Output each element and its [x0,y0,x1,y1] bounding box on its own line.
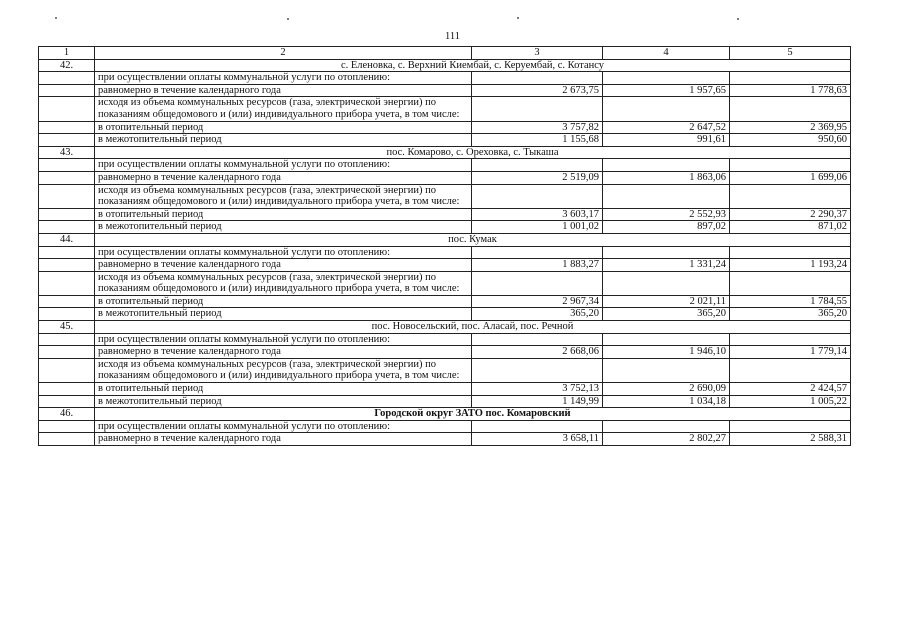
table-row [39,333,851,346]
section-number: 45. [39,321,95,334]
row-description: в межотопительный период [95,308,472,321]
value-col-5 [730,159,851,172]
value-col-4 [603,97,730,121]
value-col-4: 2 647,52 [603,121,730,134]
section-title: Городской округ ЗАТО пос. Комаровский [95,408,851,421]
value-col-3: 365,20 [472,308,603,321]
value-col-5: 2 588,31 [730,433,851,446]
value-col-5 [730,333,851,346]
value-col-3 [472,72,603,85]
header-col-2: 2 [95,47,472,60]
table-row [39,221,851,234]
table-row [39,395,851,408]
table-row [39,184,851,208]
value-col-3: 3 658,11 [472,433,603,446]
table-row [39,159,851,172]
table-row [39,383,851,396]
section-number: 44. [39,233,95,246]
value-col-4 [603,246,730,259]
value-col-3: 3 603,17 [472,208,603,221]
row-number-cell [39,159,95,172]
row-description: исходя из объема коммунальных ресурсов (газа, электрической энергии) по показаниям общедомового и (или) индивидуального прибора учета, в том числе: [95,271,472,295]
row-description: при осуществлении оплаты коммунальной услуги по отоплению: [95,333,472,346]
value-col-3: 2 967,34 [472,295,603,308]
row-number-cell [39,84,95,97]
section-title: пос. Комарово, с. Ореховка, с. Тыкаша [95,146,851,159]
row-description: исходя из объема коммунальных ресурсов (газа, электрической энергии) по показаниям общедомового и (или) индивидуального прибора учета, в том числе: [95,97,472,121]
value-col-4: 2 552,93 [603,208,730,221]
row-description: при осуществлении оплаты коммунальной услуги по отоплению: [95,420,472,433]
page-number: 111 [445,31,460,42]
table-row [39,346,851,359]
table-row [39,433,851,446]
section-number: 43. [39,146,95,159]
value-col-4 [603,358,730,382]
section-header-row [39,408,851,421]
table-row [39,246,851,259]
section-number: 46. [39,408,95,421]
row-description: при осуществлении оплаты коммунальной услуги по отоплению: [95,159,472,172]
value-col-5: 2 290,37 [730,208,851,221]
value-col-3 [472,271,603,295]
row-description: в межотопительный период [95,134,472,147]
table-row [39,271,851,295]
header-col-4: 4 [603,47,730,60]
row-description: в отопительный период [95,121,472,134]
value-col-3 [472,97,603,121]
value-col-3: 3 752,13 [472,383,603,396]
row-number-cell [39,333,95,346]
section-title: пос. Кумак [95,233,851,246]
row-description: равномерно в течение календарного года [95,171,472,184]
value-col-4 [603,420,730,433]
section-header-row [39,59,851,72]
value-col-3: 1 149,99 [472,395,603,408]
table-row [39,97,851,121]
row-description: в отопительный период [95,208,472,221]
row-description: равномерно в течение календарного года [95,84,472,97]
row-number-cell [39,433,95,446]
value-col-5: 365,20 [730,308,851,321]
row-number-cell [39,171,95,184]
value-col-5 [730,358,851,382]
value-col-3 [472,358,603,382]
row-description: равномерно в течение календарного года [95,433,472,446]
table-row [39,308,851,321]
value-col-5: 2 369,95 [730,121,851,134]
table-row [39,84,851,97]
value-col-4: 1 957,65 [603,84,730,97]
row-number-cell [39,184,95,208]
table-body [39,47,851,446]
row-number-cell [39,358,95,382]
value-col-3: 3 757,82 [472,121,603,134]
row-number-cell [39,383,95,396]
row-number-cell [39,346,95,359]
row-number-cell [39,395,95,408]
row-number-cell [39,97,95,121]
value-col-5: 1 193,24 [730,259,851,272]
value-col-3: 1 883,27 [472,259,603,272]
value-col-3: 1 155,68 [472,134,603,147]
value-col-4: 991,61 [603,134,730,147]
value-col-4 [603,271,730,295]
value-col-4: 1 946,10 [603,346,730,359]
row-description: в межотопительный период [95,395,472,408]
value-col-5 [730,184,851,208]
value-col-4: 897,02 [603,221,730,234]
value-col-5: 1 005,22 [730,395,851,408]
value-col-5 [730,246,851,259]
value-col-3: 1 001,02 [472,221,603,234]
value-col-4: 2 690,09 [603,383,730,396]
section-number: 42. [39,59,95,72]
section-title: пос. Новосельский, пос. Аласай, пос. Речной [95,321,851,334]
row-description: в отопительный период [95,383,472,396]
tariff-table [38,46,851,446]
row-description: равномерно в течение календарного года [95,346,472,359]
value-col-4: 1 331,24 [603,259,730,272]
value-col-4 [603,159,730,172]
value-col-4: 1 034,18 [603,395,730,408]
row-number-cell [39,121,95,134]
row-description: исходя из объема коммунальных ресурсов (газа, электрической энергии) по показаниям общедомового и (или) индивидуального прибора учета, в том числе: [95,184,472,208]
value-col-5 [730,271,851,295]
value-col-3 [472,333,603,346]
value-col-4: 2 802,27 [603,433,730,446]
row-description: равномерно в течение календарного года [95,259,472,272]
table-row [39,208,851,221]
value-col-4: 2 021,11 [603,295,730,308]
row-description: в межотопительный период [95,221,472,234]
table-row [39,72,851,85]
row-number-cell [39,420,95,433]
row-number-cell [39,72,95,85]
value-col-5 [730,72,851,85]
section-header-row [39,233,851,246]
row-number-cell [39,295,95,308]
row-description: в отопительный период [95,295,472,308]
header-col-5: 5 [730,47,851,60]
row-number-cell [39,134,95,147]
value-col-5: 1 699,06 [730,171,851,184]
value-col-4 [603,72,730,85]
value-col-3 [472,184,603,208]
section-title: с. Еленовка, с. Верхний Киембай, с. Керуембай, с. Котансу [95,59,851,72]
header-col-1: 1 [39,47,95,60]
table-row [39,259,851,272]
row-number-cell [39,221,95,234]
value-col-5 [730,97,851,121]
value-col-5: 1 779,14 [730,346,851,359]
value-col-5 [730,420,851,433]
value-col-4 [603,333,730,346]
value-col-5: 950,60 [730,134,851,147]
section-header-row [39,146,851,159]
value-col-5: 2 424,57 [730,383,851,396]
value-col-4 [603,184,730,208]
header-row [39,47,851,60]
row-number-cell [39,259,95,272]
row-number-cell [39,246,95,259]
table-row [39,121,851,134]
value-col-3 [472,420,603,433]
row-number-cell [39,208,95,221]
row-description: исходя из объема коммунальных ресурсов (газа, электрической энергии) по показаниям общедомового и (или) индивидуального прибора учета, в том числе: [95,358,472,382]
value-col-5: 1 778,63 [730,84,851,97]
value-col-3 [472,159,603,172]
row-number-cell [39,271,95,295]
table-row [39,358,851,382]
value-col-4: 1 863,06 [603,171,730,184]
value-col-3: 2 668,06 [472,346,603,359]
header-col-3: 3 [472,47,603,60]
table-row [39,171,851,184]
value-col-3: 2 519,09 [472,171,603,184]
value-col-3: 2 673,75 [472,84,603,97]
value-col-5: 1 784,55 [730,295,851,308]
table-row [39,295,851,308]
row-description: при осуществлении оплаты коммунальной услуги по отоплению: [95,246,472,259]
value-col-5: 871,02 [730,221,851,234]
value-col-4: 365,20 [603,308,730,321]
row-number-cell [39,308,95,321]
row-description: при осуществлении оплаты коммунальной услуги по отоплению: [95,72,472,85]
section-header-row [39,321,851,334]
table-row [39,420,851,433]
table-row [39,134,851,147]
value-col-3 [472,246,603,259]
